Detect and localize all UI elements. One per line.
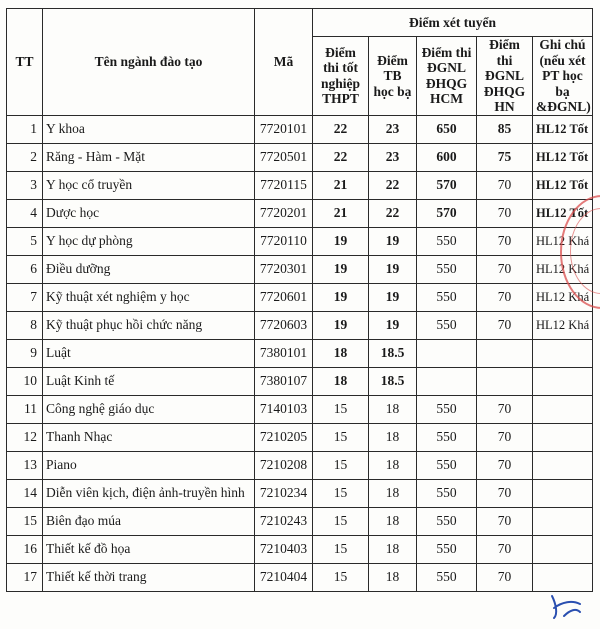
program-name: Kỹ thuật phục hồi chức năng	[43, 311, 255, 339]
row-number: 1	[7, 115, 43, 143]
row-number: 10	[7, 367, 43, 395]
program-name: Công nghệ giáo dục	[43, 395, 255, 423]
table-row	[7, 283, 593, 311]
program-name: Diễn viên kịch, điện ảnh-truyền hình	[43, 479, 255, 507]
row-number: 8	[7, 311, 43, 339]
score-thpt: 19	[313, 283, 369, 311]
score-hocba: 19	[369, 283, 417, 311]
program-code: 7720115	[255, 171, 313, 199]
table-row	[7, 227, 593, 255]
table-row	[7, 339, 593, 367]
score-dgnl-hn: 70	[477, 451, 533, 479]
program-name: Y học cổ truyền	[43, 171, 255, 199]
program-code: 7210205	[255, 423, 313, 451]
score-thpt: 18	[313, 339, 369, 367]
program-code: 7210243	[255, 507, 313, 535]
score-thpt: 21	[313, 171, 369, 199]
row-number: 2	[7, 143, 43, 171]
score-dgnl-hn: 70	[477, 199, 533, 227]
header-program: Tên ngành đào tạo	[43, 9, 255, 116]
score-dgnl-hcm	[417, 339, 477, 367]
table-row	[7, 367, 593, 395]
score-dgnl-hn: 70	[477, 507, 533, 535]
program-name: Luật	[43, 339, 255, 367]
score-hocba: 19	[369, 311, 417, 339]
program-name: Thiết kế thời trang	[43, 563, 255, 591]
program-code: 7720301	[255, 255, 313, 283]
score-dgnl-hcm: 550	[417, 283, 477, 311]
table-row	[7, 423, 593, 451]
score-hocba: 23	[369, 115, 417, 143]
score-thpt: 18	[313, 367, 369, 395]
admission-note	[533, 423, 593, 451]
score-hocba: 18	[369, 451, 417, 479]
header-hocba: Điểm TB học bạ	[369, 37, 417, 116]
table-row	[7, 395, 593, 423]
program-name: Y khoa	[43, 115, 255, 143]
program-code: 7720101	[255, 115, 313, 143]
admission-note: HL12 Khá	[533, 311, 593, 339]
admission-note: HL12 Khá	[533, 255, 593, 283]
program-code: 7210208	[255, 451, 313, 479]
score-dgnl-hcm: 550	[417, 563, 477, 591]
header-tt: TT	[7, 9, 43, 116]
program-code: 7380107	[255, 367, 313, 395]
score-thpt: 15	[313, 395, 369, 423]
row-number: 4	[7, 199, 43, 227]
score-dgnl-hn: 70	[477, 535, 533, 563]
score-hocba: 19	[369, 255, 417, 283]
admission-note	[533, 395, 593, 423]
score-dgnl-hcm: 550	[417, 451, 477, 479]
row-number: 3	[7, 171, 43, 199]
score-dgnl-hn	[477, 367, 533, 395]
score-dgnl-hn: 70	[477, 395, 533, 423]
score-dgnl-hcm: 570	[417, 199, 477, 227]
admission-note: HL12 Khá	[533, 227, 593, 255]
program-name: Điều dưỡng	[43, 255, 255, 283]
row-number: 9	[7, 339, 43, 367]
table-body	[7, 115, 593, 591]
row-number: 14	[7, 479, 43, 507]
score-hocba: 18	[369, 479, 417, 507]
score-thpt: 15	[313, 563, 369, 591]
row-number: 12	[7, 423, 43, 451]
score-dgnl-hn: 70	[477, 283, 533, 311]
table-row	[7, 311, 593, 339]
score-dgnl-hn: 70	[477, 255, 533, 283]
score-dgnl-hcm: 550	[417, 479, 477, 507]
admission-note: HL12 Tốt	[533, 115, 593, 143]
table-row	[7, 255, 593, 283]
program-code: 7720201	[255, 199, 313, 227]
score-dgnl-hn: 70	[477, 563, 533, 591]
program-code: 7140103	[255, 395, 313, 423]
header-note: Ghi chú (nếu xét PT học bạ &ĐGNL)	[533, 37, 593, 116]
admission-note	[533, 563, 593, 591]
program-code: 7210404	[255, 563, 313, 591]
score-thpt: 15	[313, 451, 369, 479]
admission-note	[533, 339, 593, 367]
admission-note	[533, 479, 593, 507]
score-dgnl-hcm: 650	[417, 115, 477, 143]
table-row	[7, 171, 593, 199]
score-dgnl-hn: 70	[477, 311, 533, 339]
score-hocba: 19	[369, 227, 417, 255]
row-number: 15	[7, 507, 43, 535]
score-dgnl-hn	[477, 339, 533, 367]
score-dgnl-hn: 75	[477, 143, 533, 171]
program-code: 7720110	[255, 227, 313, 255]
score-hocba: 18.5	[369, 339, 417, 367]
score-thpt: 22	[313, 115, 369, 143]
score-thpt: 15	[313, 423, 369, 451]
score-hocba: 18	[369, 535, 417, 563]
score-thpt: 15	[313, 507, 369, 535]
score-dgnl-hn: 85	[477, 115, 533, 143]
table-row	[7, 479, 593, 507]
header-dgnl-hcm: Điểm thi ĐGNL ĐHQG HCM	[417, 37, 477, 116]
header-score-group: Điểm xét tuyển	[313, 9, 593, 37]
score-dgnl-hcm: 550	[417, 507, 477, 535]
score-dgnl-hcm: 600	[417, 143, 477, 171]
score-hocba: 18.5	[369, 367, 417, 395]
program-code: 7720603	[255, 311, 313, 339]
score-dgnl-hn: 70	[477, 227, 533, 255]
program-code: 7720601	[255, 283, 313, 311]
score-hocba: 22	[369, 199, 417, 227]
program-name: Luật Kinh tế	[43, 367, 255, 395]
table-row	[7, 115, 593, 143]
score-hocba: 23	[369, 143, 417, 171]
admission-note: HL12 Khá	[533, 283, 593, 311]
program-name: Răng - Hàm - Mặt	[43, 143, 255, 171]
program-code: 7380101	[255, 339, 313, 367]
score-dgnl-hcm	[417, 367, 477, 395]
program-name: Dược học	[43, 199, 255, 227]
table-row	[7, 199, 593, 227]
score-dgnl-hn: 70	[477, 479, 533, 507]
row-number: 7	[7, 283, 43, 311]
score-dgnl-hcm: 550	[417, 255, 477, 283]
score-thpt: 19	[313, 227, 369, 255]
score-thpt: 19	[313, 311, 369, 339]
admission-note: HL12 Tốt	[533, 171, 593, 199]
signature-mark	[546, 590, 586, 622]
admission-note	[533, 451, 593, 479]
row-number: 6	[7, 255, 43, 283]
score-hocba: 18	[369, 423, 417, 451]
score-dgnl-hcm: 550	[417, 227, 477, 255]
program-name: Kỹ thuật xét nghiệm y học	[43, 283, 255, 311]
score-dgnl-hn: 70	[477, 171, 533, 199]
program-name: Biên đạo múa	[43, 507, 255, 535]
score-hocba: 18	[369, 507, 417, 535]
row-number: 13	[7, 451, 43, 479]
score-thpt: 15	[313, 535, 369, 563]
header-code: Mã	[255, 9, 313, 116]
row-number: 5	[7, 227, 43, 255]
admission-note: HL12 Tốt	[533, 199, 593, 227]
table-row	[7, 535, 593, 563]
header-thpt: Điểm thi tốt nghiệp THPT	[313, 37, 369, 116]
table-row	[7, 507, 593, 535]
score-dgnl-hcm: 550	[417, 395, 477, 423]
admission-note	[533, 367, 593, 395]
score-dgnl-hcm: 550	[417, 535, 477, 563]
program-name: Thanh Nhạc	[43, 423, 255, 451]
row-number: 16	[7, 535, 43, 563]
program-name: Y học dự phòng	[43, 227, 255, 255]
admission-note	[533, 535, 593, 563]
table-row	[7, 563, 593, 591]
program-name: Thiết kế đồ họa	[43, 535, 255, 563]
program-name: Piano	[43, 451, 255, 479]
row-number: 11	[7, 395, 43, 423]
row-number: 17	[7, 563, 43, 591]
program-code: 7210234	[255, 479, 313, 507]
score-dgnl-hcm: 550	[417, 311, 477, 339]
header-dgnl-hn: Điểm thi ĐGNL ĐHQG HN	[477, 37, 533, 116]
score-thpt: 15	[313, 479, 369, 507]
admission-note: HL12 Tốt	[533, 143, 593, 171]
score-thpt: 21	[313, 199, 369, 227]
admission-score-table	[6, 8, 593, 592]
table-row	[7, 143, 593, 171]
program-code: 7210403	[255, 535, 313, 563]
score-dgnl-hn: 70	[477, 423, 533, 451]
admission-note	[533, 507, 593, 535]
program-code: 7720501	[255, 143, 313, 171]
score-hocba: 22	[369, 171, 417, 199]
score-dgnl-hcm: 570	[417, 171, 477, 199]
score-hocba: 18	[369, 395, 417, 423]
score-thpt: 22	[313, 143, 369, 171]
table-row	[7, 451, 593, 479]
score-hocba: 18	[369, 563, 417, 591]
score-dgnl-hcm: 550	[417, 423, 477, 451]
score-thpt: 19	[313, 255, 369, 283]
